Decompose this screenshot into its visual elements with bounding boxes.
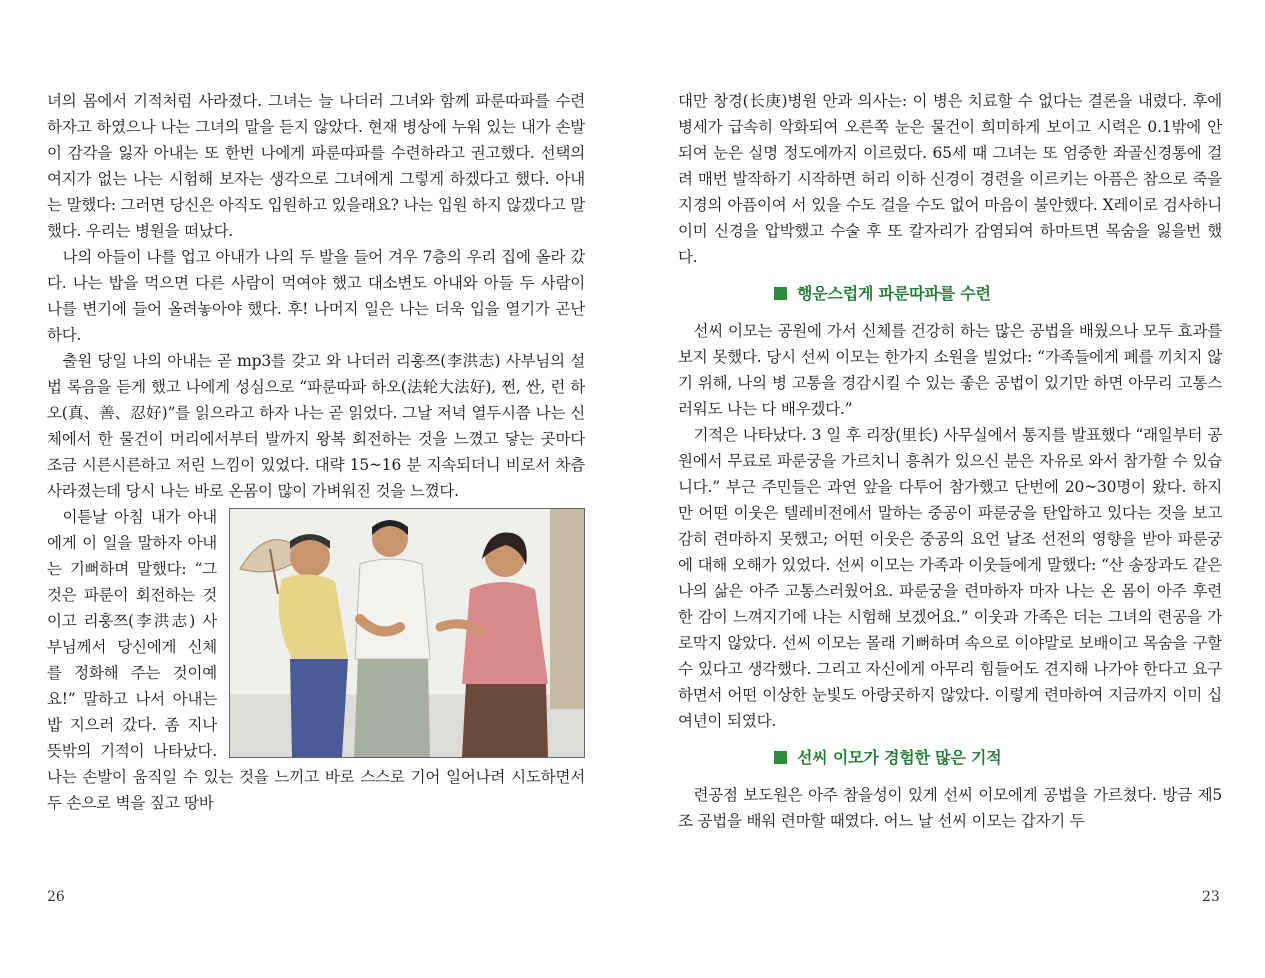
- section-heading-2-text: 선씨 이모가 경험한 많은 기적: [797, 748, 1002, 767]
- right-text-column: [678, 88, 1222, 834]
- section-heading-1-text: 행운스럽게 파룬따파를 수련: [797, 284, 991, 303]
- left-paragraph-3: 출원 당일 나의 아내는 곧 mp3를 갖고 와 나더러 리훙쯔(李洪志) 사부님의 설법 록음을 듣게 했고 나에게 성심으로 “파룬따파 하오(法轮大法好), 쩐, 싼, 런 하오(真、善、忍好)”를 읽으라고 하자 나는 곧 읽었다. 그날 저녁 열두시쯤 나는 신체에서 한 물건이 머리에서부터 발까지 왕복 회전하는 것을 느꼈고 닿는 곳마다 조금 시른시른하고 저린 느낌이 있었다. 대략 15~16 분 지속되더니 비로서 차츰 사라졌는데 당시 나는 바로 온몸이 많이 가벼워진 것을 느꼈다.: [47, 352, 585, 500]
- square-bullet-icon: [774, 287, 787, 300]
- left-paragraph-2: 나의 아들이 나를 업고 아내가 나의 두 발을 들어 겨우 7층의 우리 집에 올라 갔다. 나는 밥을 먹으면 다른 사람이 먹여야 했고 대소변도 아내와 아들 두 사람이 나를 변기에 들어 올려놓아야 했다. 후! 나머지 일은 나는 더욱 입을 열기가 곤난하다.: [47, 248, 585, 344]
- square-bullet-icon: [774, 751, 787, 764]
- right-page: [632, 0, 1265, 978]
- right-paragraph-1: 대만 창경(长庚)병원 안과 의사는: 이 병은 치료할 수 없다는 결론을 내렸다. 후에 병세가 급속히 악화되여 오른쪽 눈은 물건이 희미하게 보이고 시력은 0.1밖에 안되여 눈은 실명 정도에까지 이르렀다. 65세 때 그녀는 또 엄중한 좌골신경통에 걸려 매번 발작하기 시작하면 허리 이하 신경이 경련을 이르키는 아픔은 참으로 죽을 지경의 아픔이여 서 있을 수도 걸을 수도 없어 마음이 불안했다. X레이로 검사하니 이미 신경을 압박했고 수술 후 또 칼자리가 감염되여 하마트면 목숨을 잃을번 했다.: [678, 92, 1222, 266]
- left-text-column: [47, 88, 585, 816]
- illustration-three-people: [229, 508, 585, 758]
- left-paragraph-1: 녀의 몸에서 기적처럼 사라졌다. 그녀는 늘 나더러 그녀와 함께 파룬따파를 수련하자고 하였으나 나는 그녀의 말을 듣지 않았다. 현재 병상에 누워 있는 내가 손발이 감각을 잃자 아내는 또 한번 나에게 파룬따파를 수련하라고 권고했다. 선택의 여지가 없는 나는 시험해 보자는 생각으로 그녀에게 그렇게 하겠다고 했다. 아내는 말했다: 그러면 당신은 아직도 입원하고 있을래요? 나는 입원 하지 않겠다고 말했다. 우리는 병원을 떠났다.: [47, 92, 585, 240]
- left-paragraph-4: 이튿날 아침 내가 아내에게 이 일을 말하자 아내는 기뻐하며 말했다: “그것은 파룬이 회전하는 것이고 리훙쯔(李洪志) 사부님께서 당신에게 신체를 정화해 주는 것이예요!” 말하고 나서 아내는 밥 지으러 갔다. 좀 지나 뜻밖의 기적이 나타났다. 나는 손발이 움직일 수 있는 것을 느끼고 바로 스스로 기어 일어나려 시도하면서 두 손으로 벽을 짚고 땅바: [47, 508, 585, 812]
- section2-paragraph-1: 련공점 보도원은 아주 참을성이 있게 선씨 이모에게 공법을 가르쳤다. 방금 제5조 공법을 배워 련마할 때였다. 어느 날 선씨 이모는 갑자기 두: [678, 786, 1222, 830]
- section-heading-1: [774, 282, 1222, 306]
- section-heading-2: [774, 746, 1222, 770]
- section1-paragraph-2: 기적은 나타났다. 3 일 후 리장(里长) 사무실에서 통지를 발표했다 “래일부터 공원에서 무료로 파룬궁을 가르치니 흥취가 있으신 분은 자유로 와서 참가할 수 있습니다.” 부근 주민들은 과연 앞을 다투어 참가했고 단번에 20~30명이 왔다. 하지만 어떤 이웃은 텔레비전에서 말하는 중공이 파룬궁을 탄압하고 있다는 것을 보고 감히 련마하지 못했고; 어떤 이웃은 중공의 요언 날조 선전의 영향을 받아 파룬궁에 대해 오해가 있었다. 선씨 이모는 가족과 이웃들에게 말했다: “산 송장과도 같은 나의 삶은 아주 고통스러웠어요. 파룬궁을 련마하자 마자 나는 온 몸이 아주 후련한 감이 느껴지기에 나는 시험해 보겠어요.” 이웃과 가족은 더는 그녀의 련공을 가로막지 않았다. 선씨 이모는 몰래 기뻐하며 속으로 이야말로 보배이고 목숨을 구할 수 있다고 생각했다. 그리고 자신에게 아무리 힘들어도 견지해 나가야 한다고 요구하면서 어떤 이상한 눈빛도 아랑곳하지 않았다. 이렇게 련마하여 지금까지 이미 십여년이 되였다.: [678, 426, 1222, 730]
- left-page-number: 26: [47, 889, 65, 905]
- right-page-number: 23: [1202, 889, 1220, 905]
- section1-paragraph-1: 선씨 이모는 공원에 가서 신체를 건강히 하는 많은 공법을 배웠으나 모두 효과를 보지 못했다. 당시 선씨 이모는 한가지 소원을 빌었다: “가족들에게 폐를 끼치지 않기 위해, 나의 병 고통을 경감시킬 수 있는 좋은 공법이 있기만 하면 아무리 고통스러워도 나는 다 배우겠다.”: [678, 322, 1222, 418]
- left-page: [0, 0, 632, 978]
